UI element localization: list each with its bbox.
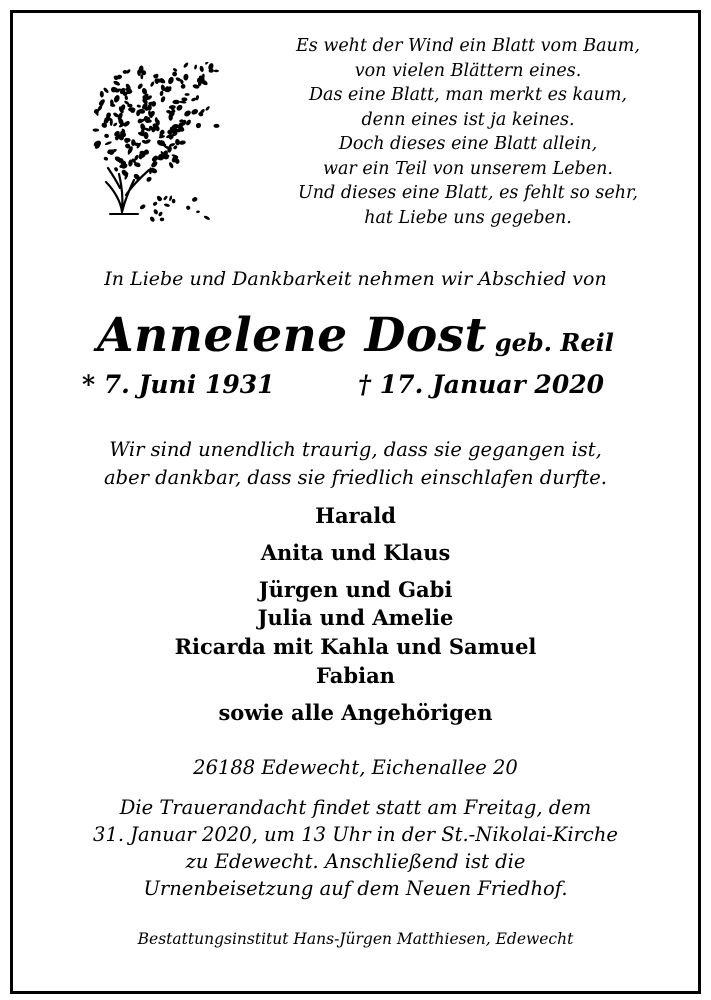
leaf-icon [149, 216, 156, 223]
leaf-icon [172, 100, 179, 104]
leaf-icon [183, 109, 192, 117]
leaf-icon [145, 176, 152, 183]
service-line: Die Trauerandacht findet statt am Freitag, dem [119, 796, 592, 819]
service-line: 31. Januar 2020, um 13 Uhr in der St.-Nikolai-Kirche [93, 823, 618, 846]
leaf-icon [191, 196, 198, 203]
leaf-icon [152, 201, 158, 206]
leaf-icon [160, 96, 166, 103]
service-line: zu Edewecht. Anschließend ist die [185, 850, 526, 873]
death-date: † 17. Januar 2020 [358, 370, 605, 399]
leaf-icon [183, 73, 189, 80]
leaf-icon [190, 108, 199, 116]
leaf-icon [195, 122, 202, 129]
poem-line: Das eine Blatt, man merkt es kaum, [309, 85, 627, 105]
service-info [0, 794, 711, 902]
leaf-icon [213, 124, 219, 128]
family-member: Fabian [316, 663, 395, 688]
leaf-icon [124, 95, 128, 100]
leaf-icon [139, 204, 146, 211]
leaf-icon [175, 104, 183, 112]
family-member: Ricarda mit Kahla und Samuel [174, 634, 537, 659]
leaf-icon [100, 91, 104, 98]
family-member: Jürgen und Gabi [258, 577, 453, 602]
leaf-icon [172, 199, 176, 204]
leaf-icon [104, 141, 112, 146]
family-member: Harald [315, 503, 396, 528]
leaf-icon [153, 208, 159, 215]
leaf-icon [213, 70, 218, 73]
leaf-icon [113, 80, 121, 87]
poem-line: Doch dieses eine Blatt allein, [338, 134, 598, 154]
leaf-icon [168, 161, 174, 169]
leaf-icon [185, 93, 190, 96]
leaf-icon [113, 167, 118, 173]
leaf-icon [172, 67, 177, 72]
birth-date: * 7. Juni 1931 [82, 370, 275, 399]
leaf-icon [167, 76, 175, 85]
address: 26188 Edewecht, Eichenallee 20 [193, 756, 518, 779]
family-member: Anita und Klaus [260, 540, 451, 565]
leaf-icon [150, 81, 155, 88]
leaf-icon [113, 94, 121, 103]
leaf-icon [203, 215, 210, 221]
leaf-icon [196, 210, 200, 213]
intro-text: In Liebe und Dankbarkeit nehmen wir Abschied von [104, 268, 607, 290]
poem-line: hat Liebe uns gegeben. [364, 207, 572, 228]
tree-with-falling-leaves-icon [92, 62, 222, 227]
message-line: aber dankbar, dass sie friedlich einschlafen durfte. [104, 466, 607, 489]
leaf-icon [169, 105, 176, 109]
leaf-icon [205, 105, 211, 111]
leaf-icon [180, 83, 187, 90]
poem-line: denn eines ist ja keines. [361, 109, 575, 130]
undertaker: Bestattungsinstitut Hans-Jürgen Matthiesen, Edewecht [137, 930, 574, 948]
maiden-name: geb. Reil [494, 328, 614, 357]
leaf-icon [103, 156, 109, 161]
leaf-icon [171, 71, 178, 78]
family-member: Julia und Amelie [257, 605, 454, 630]
poem-line: von vielen Blättern eines. [354, 60, 582, 81]
leaf-icon [104, 133, 110, 138]
leaf-icon [199, 65, 204, 72]
leaf-icon [175, 139, 180, 146]
deceased-name-line [0, 308, 711, 363]
leaf-icon [136, 104, 141, 108]
poem [268, 34, 668, 230]
poem-line: war ein Teil von unserem Leben. [323, 158, 613, 179]
leaf-icon [163, 195, 168, 201]
leaf-icon [92, 128, 99, 131]
service-line: Urnenbeisetzung auf dem Neuen Friedhof. [143, 877, 568, 900]
leaf-icon [183, 62, 189, 69]
leaf-icon [113, 122, 118, 127]
leaf-icon [185, 205, 191, 211]
leaf-icon [164, 203, 171, 208]
poem-line: Und dieses eine Blatt, es fehlt so sehr, [298, 183, 638, 203]
leaf-icon [204, 62, 209, 65]
leaf-icon [103, 87, 110, 94]
leaf-icon [194, 64, 198, 69]
leaf-icon [158, 211, 164, 217]
message [0, 436, 711, 492]
leaf-icon [160, 217, 165, 221]
deceased-name: Annelene Dost [97, 308, 487, 363]
leaf-icon [159, 90, 164, 96]
poem-line: Es weht der Wind ein Blatt vom Baum, [296, 36, 640, 56]
family-member: sowie alle Angehörigen [218, 700, 493, 725]
leaf-icon [179, 140, 186, 145]
message-line: Wir sind unendlich traurig, dass sie gegangen ist, [109, 438, 602, 461]
